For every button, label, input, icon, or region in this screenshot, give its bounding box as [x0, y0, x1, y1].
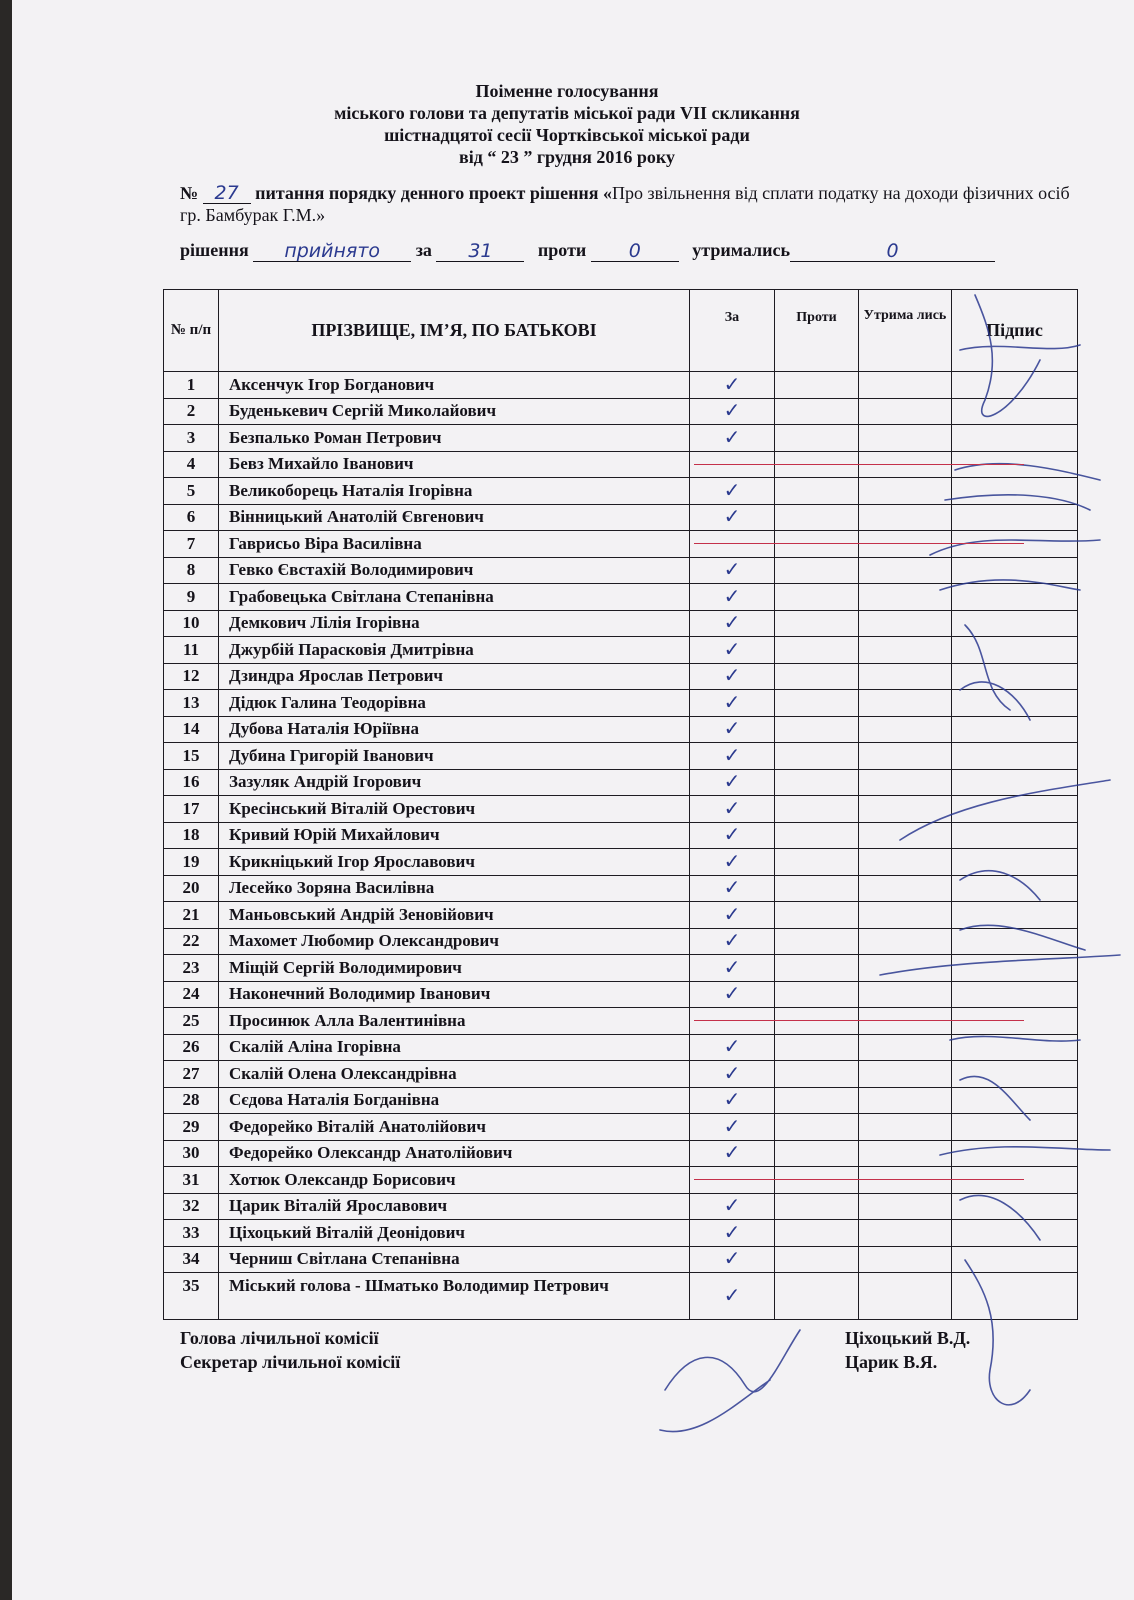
row-vote-for — [690, 1167, 775, 1194]
decision-value: прийнято — [284, 240, 381, 262]
row-vote-against — [775, 875, 859, 902]
row-number: 5 — [164, 478, 219, 505]
checkmark-icon: ✓ — [723, 583, 741, 608]
row-number: 4 — [164, 451, 219, 478]
row-vote-against — [775, 478, 859, 505]
row-vote-abstain — [859, 1193, 952, 1220]
row-number: 32 — [164, 1193, 219, 1220]
table-row — [164, 822, 1078, 849]
table-row — [164, 1114, 1078, 1141]
row-name: Наконечний Володимир Іванович — [219, 981, 690, 1008]
table-row — [164, 1220, 1078, 1247]
checkmark-icon: ✓ — [723, 795, 741, 820]
row-vote-against — [775, 425, 859, 452]
row-vote-for — [690, 663, 775, 690]
row-vote-against — [775, 663, 859, 690]
row-vote-against — [775, 1193, 859, 1220]
row-name: Кресінський Віталій Орестович — [219, 796, 690, 823]
row-number: 28 — [164, 1087, 219, 1114]
row-vote-against — [775, 928, 859, 955]
checkmark-icon: ✓ — [723, 636, 741, 661]
row-vote-abstain — [859, 398, 952, 425]
table-row — [164, 1140, 1078, 1167]
row-vote-abstain — [859, 743, 952, 770]
row-signature — [952, 1246, 1078, 1273]
row-name: Бевз Михайло Іванович — [219, 451, 690, 478]
row-name: Просинюк Алла Валентинівна — [219, 1008, 690, 1035]
checkmark-icon: ✓ — [723, 1246, 741, 1271]
table-row — [164, 584, 1078, 611]
row-vote-abstain — [859, 584, 952, 611]
table-row — [164, 716, 1078, 743]
checkmark-icon: ✓ — [723, 371, 741, 396]
row-name: Царик Віталій Ярославович — [219, 1193, 690, 1220]
row-vote-for — [690, 610, 775, 637]
row-vote-against — [775, 1034, 859, 1061]
checkmark-icon: ✓ — [723, 1060, 741, 1085]
row-number: 29 — [164, 1114, 219, 1141]
row-name: Вінницький Анатолій Євгенович — [219, 504, 690, 531]
decision-line — [180, 238, 1080, 262]
table-row — [164, 1167, 1078, 1194]
agenda-num-prefix: № — [180, 183, 199, 203]
row-signature — [952, 743, 1078, 770]
row-vote-for — [690, 1220, 775, 1247]
checkmark-icon: ✓ — [723, 424, 741, 449]
row-vote-abstain — [859, 1087, 952, 1114]
checkmark-icon: ✓ — [723, 1113, 741, 1138]
row-vote-against — [775, 1273, 859, 1320]
checkmark-icon: ✓ — [723, 689, 741, 714]
row-name: Міський голова - Шматько Володимир Петрович — [219, 1273, 690, 1320]
row-number: 8 — [164, 557, 219, 584]
row-vote-for — [690, 1061, 775, 1088]
row-vote-abstain — [859, 1114, 952, 1141]
row-name: Федорейко Віталій Анатолійович — [219, 1114, 690, 1141]
row-vote-for — [690, 875, 775, 902]
against-count: 0 — [628, 240, 641, 262]
row-vote-against — [775, 743, 859, 770]
row-vote-abstain — [859, 849, 952, 876]
row-number: 11 — [164, 637, 219, 664]
checkmark-icon: ✓ — [723, 928, 741, 953]
row-signature — [952, 1061, 1078, 1088]
row-signature — [952, 557, 1078, 584]
checkmark-icon: ✓ — [723, 557, 741, 582]
row-name: Грабовецька Світлана Степанівна — [219, 584, 690, 611]
checkmark-icon: ✓ — [723, 875, 741, 900]
row-signature — [952, 875, 1078, 902]
row-vote-for — [690, 372, 775, 399]
table-row — [164, 928, 1078, 955]
table-header-row — [164, 290, 1078, 372]
row-number: 23 — [164, 955, 219, 982]
header-subtitle: міського голови та депутатів міської ради VII скликання — [334, 103, 800, 123]
row-vote-abstain — [859, 902, 952, 929]
row-name: Кривий Юрій Михайлович — [219, 822, 690, 849]
row-vote-abstain — [859, 478, 952, 505]
row-number: 2 — [164, 398, 219, 425]
row-vote-against — [775, 610, 859, 637]
row-number: 18 — [164, 822, 219, 849]
row-signature — [952, 478, 1078, 505]
row-vote-for — [690, 743, 775, 770]
table-row — [164, 372, 1078, 399]
row-number: 30 — [164, 1140, 219, 1167]
row-vote-against — [775, 1114, 859, 1141]
row-name: Зазуляк Андрій Ігорович — [219, 769, 690, 796]
row-vote-for — [690, 1273, 775, 1320]
row-signature — [952, 504, 1078, 531]
row-vote-for — [690, 716, 775, 743]
row-number: 9 — [164, 584, 219, 611]
row-number: 26 — [164, 1034, 219, 1061]
table-row — [164, 849, 1078, 876]
table-row — [164, 902, 1078, 929]
agenda-text: Про звільнення від сплати податку на доходи фізичних осіб гр. Бамбурак Г.М.» — [180, 183, 1070, 225]
row-vote-abstain — [859, 928, 952, 955]
checkmark-icon: ✓ — [723, 663, 741, 688]
checkmark-icon: ✓ — [723, 981, 741, 1006]
row-signature — [952, 981, 1078, 1008]
row-name: Лесейко Зоряна Василівна — [219, 875, 690, 902]
table-row — [164, 557, 1078, 584]
table-row — [164, 1246, 1078, 1273]
row-signature — [952, 637, 1078, 664]
row-number: 14 — [164, 716, 219, 743]
row-vote-against — [775, 1140, 859, 1167]
row-name: Демкович Лілія Ігорівна — [219, 610, 690, 637]
row-signature — [952, 902, 1078, 929]
row-vote-for — [690, 584, 775, 611]
row-vote-for — [690, 769, 775, 796]
row-vote-abstain — [859, 1246, 952, 1273]
row-signature — [952, 955, 1078, 982]
row-name: Міщій Сергій Володимирович — [219, 955, 690, 982]
row-number: 21 — [164, 902, 219, 929]
row-name: Дідюк Галина Теодорівна — [219, 690, 690, 717]
row-vote-for — [690, 902, 775, 929]
row-vote-abstain — [859, 1140, 952, 1167]
row-vote-for — [690, 531, 775, 558]
row-number: 31 — [164, 1167, 219, 1194]
row-signature — [952, 663, 1078, 690]
row-number: 17 — [164, 796, 219, 823]
table-row — [164, 478, 1078, 505]
row-name: Федорейко Олександр Анатолійович — [219, 1140, 690, 1167]
row-number: 20 — [164, 875, 219, 902]
document-header — [0, 80, 1134, 168]
table-row — [164, 1034, 1078, 1061]
row-vote-against — [775, 849, 859, 876]
chair-name: Ціхоцький В.Д. — [845, 1328, 971, 1348]
row-vote-against — [775, 584, 859, 611]
against-label: проти — [537, 240, 587, 260]
checkmark-icon: ✓ — [723, 1140, 741, 1165]
row-signature — [952, 1140, 1078, 1167]
row-vote-abstain — [859, 1273, 952, 1320]
row-signature — [952, 716, 1078, 743]
row-vote-against — [775, 557, 859, 584]
row-number: 3 — [164, 425, 219, 452]
table-row — [164, 769, 1078, 796]
row-vote-abstain — [859, 557, 952, 584]
row-vote-against — [775, 822, 859, 849]
row-name: Крикніцький Ігор Ярославович — [219, 849, 690, 876]
row-name: Сєдова Наталія Богданівна — [219, 1087, 690, 1114]
row-vote-abstain — [859, 875, 952, 902]
row-name: Джурбій Парасковія Дмитрівна — [219, 637, 690, 664]
row-vote-abstain — [859, 663, 952, 690]
table-row — [164, 610, 1078, 637]
row-signature — [952, 1220, 1078, 1247]
checkmark-icon: ✓ — [723, 848, 741, 873]
col-header-abstain: Утрима лись — [859, 290, 952, 372]
row-number: 15 — [164, 743, 219, 770]
row-vote-for — [690, 398, 775, 425]
table-row — [164, 796, 1078, 823]
table-row — [164, 690, 1078, 717]
checkmark-icon: ✓ — [723, 822, 741, 847]
row-vote-abstain — [859, 716, 952, 743]
header-title: Поіменне голосування — [475, 81, 659, 101]
row-number: 7 — [164, 531, 219, 558]
abstain-count: 0 — [886, 240, 899, 262]
row-vote-abstain — [859, 955, 952, 982]
secretary-name: Царик В.Я. — [845, 1352, 938, 1372]
row-number: 6 — [164, 504, 219, 531]
table-row — [164, 425, 1078, 452]
row-vote-for — [690, 504, 775, 531]
table-row — [164, 663, 1078, 690]
row-vote-for — [690, 1034, 775, 1061]
row-vote-for — [690, 690, 775, 717]
row-number: 35 — [164, 1273, 219, 1320]
chair-role: Голова лічильної комісії — [180, 1328, 379, 1348]
table-row — [164, 1193, 1078, 1220]
row-signature — [952, 769, 1078, 796]
row-vote-for — [690, 981, 775, 1008]
row-name: Дзиндра Ярослав Петрович — [219, 663, 690, 690]
checkmark-icon: ✓ — [723, 716, 741, 741]
vote-rows — [164, 372, 1078, 1320]
row-vote-against — [775, 1246, 859, 1273]
row-vote-against — [775, 981, 859, 1008]
row-number: 10 — [164, 610, 219, 637]
row-signature — [952, 372, 1078, 399]
row-signature — [952, 1273, 1078, 1320]
checkmark-icon: ✓ — [723, 504, 741, 529]
row-name: Буденькевич Сергій Миколайович — [219, 398, 690, 425]
row-vote-for — [690, 796, 775, 823]
row-vote-abstain — [859, 610, 952, 637]
row-name: Хотюк Олександр Борисович — [219, 1167, 690, 1194]
agenda-item — [180, 182, 1080, 226]
checkmark-icon: ✓ — [723, 610, 741, 635]
row-name: Скалій Аліна Ігорівна — [219, 1034, 690, 1061]
row-signature — [952, 398, 1078, 425]
row-vote-against — [775, 504, 859, 531]
table-row — [164, 1273, 1078, 1320]
row-number: 13 — [164, 690, 219, 717]
row-name: Дубова Наталія Юріївна — [219, 716, 690, 743]
row-vote-for — [690, 1140, 775, 1167]
table-row — [164, 1061, 1078, 1088]
row-number: 33 — [164, 1220, 219, 1247]
row-vote-for — [690, 478, 775, 505]
row-signature — [952, 928, 1078, 955]
row-number: 22 — [164, 928, 219, 955]
agenda-text-bold: питання порядку денного проект рішення « — [255, 183, 613, 203]
row-vote-abstain — [859, 1061, 952, 1088]
row-vote-for — [690, 955, 775, 982]
col-header-signature: Підпис — [952, 290, 1078, 372]
row-name: Ціхоцький Віталій Деонідович — [219, 1220, 690, 1247]
row-signature — [952, 584, 1078, 611]
checkmark-icon: ✓ — [723, 742, 741, 767]
row-signature — [952, 1087, 1078, 1114]
row-vote-abstain — [859, 981, 952, 1008]
row-vote-against — [775, 716, 859, 743]
vote-table — [163, 289, 1078, 1320]
row-number: 25 — [164, 1008, 219, 1035]
row-vote-against — [775, 1087, 859, 1114]
for-label: за — [415, 240, 432, 260]
checkmark-icon: ✓ — [723, 1193, 741, 1218]
row-vote-for — [690, 1246, 775, 1273]
row-name: Черниш Світлана Степанівна — [219, 1246, 690, 1273]
table-row — [164, 875, 1078, 902]
row-vote-for — [690, 849, 775, 876]
row-vote-abstain — [859, 769, 952, 796]
checkmark-icon: ✓ — [723, 477, 741, 502]
row-vote-for — [690, 1008, 775, 1035]
row-vote-abstain — [859, 1220, 952, 1247]
table-row — [164, 398, 1078, 425]
row-signature — [952, 1114, 1078, 1141]
row-vote-against — [775, 955, 859, 982]
row-vote-for — [690, 822, 775, 849]
row-vote-abstain — [859, 425, 952, 452]
row-name: Гевко Євстахій Володимирович — [219, 557, 690, 584]
row-signature — [952, 610, 1078, 637]
agenda-number: 27 — [214, 182, 239, 204]
row-number: 34 — [164, 1246, 219, 1273]
col-header-against: Проти — [775, 290, 859, 372]
row-vote-for — [690, 451, 775, 478]
row-name: Великоборець Наталія Ігорівна — [219, 478, 690, 505]
row-vote-against — [775, 902, 859, 929]
row-vote-for — [690, 1193, 775, 1220]
row-vote-abstain — [859, 637, 952, 664]
row-signature — [952, 690, 1078, 717]
row-number: 1 — [164, 372, 219, 399]
col-header-for: За — [690, 290, 775, 372]
row-vote-against — [775, 1220, 859, 1247]
table-row — [164, 504, 1078, 531]
row-name: Дубина Григорій Іванович — [219, 743, 690, 770]
row-vote-for — [690, 557, 775, 584]
signature-mark — [660, 1330, 800, 1432]
checkmark-icon: ✓ — [723, 901, 741, 926]
row-vote-against — [775, 372, 859, 399]
header-session: шістнадцятої сесії Чортківської міської ради — [384, 125, 750, 145]
row-vote-against — [775, 690, 859, 717]
row-vote-for — [690, 425, 775, 452]
row-name: Безпалько Роман Петрович — [219, 425, 690, 452]
row-name: Гаврисьо Віра Василівна — [219, 531, 690, 558]
checkmark-icon: ✓ — [723, 1087, 741, 1112]
for-count: 31 — [468, 240, 493, 262]
checkmark-icon: ✓ — [723, 1283, 741, 1307]
table-row — [164, 955, 1078, 982]
row-vote-abstain — [859, 822, 952, 849]
row-number: 24 — [164, 981, 219, 1008]
table-row — [164, 743, 1078, 770]
row-name: Скалій Олена Олександрівна — [219, 1061, 690, 1088]
col-header-num: № п/п — [164, 290, 219, 372]
col-header-name: ПРІЗВИЩЕ, ІМ’Я, ПО БАТЬКОВІ — [219, 290, 690, 372]
row-number: 12 — [164, 663, 219, 690]
row-number: 19 — [164, 849, 219, 876]
row-vote-abstain — [859, 504, 952, 531]
row-name: Аксенчук Ігор Богданович — [219, 372, 690, 399]
row-vote-for — [690, 1087, 775, 1114]
checkmark-icon: ✓ — [723, 954, 741, 979]
row-signature — [952, 822, 1078, 849]
table-row — [164, 981, 1078, 1008]
row-vote-for — [690, 637, 775, 664]
row-signature — [952, 796, 1078, 823]
row-vote-abstain — [859, 690, 952, 717]
table-row — [164, 1008, 1078, 1035]
row-vote-for — [690, 1114, 775, 1141]
checkmark-icon: ✓ — [723, 769, 741, 794]
header-date: від “ 23 ” грудня 2016 року — [459, 147, 675, 167]
row-vote-against — [775, 796, 859, 823]
checkmark-icon: ✓ — [723, 1219, 741, 1244]
checkmark-icon: ✓ — [723, 1034, 741, 1059]
row-signature — [952, 425, 1078, 452]
scan-left-edge — [0, 0, 12, 1600]
row-vote-against — [775, 1061, 859, 1088]
abstain-label: утримались — [692, 240, 790, 260]
table-row — [164, 637, 1078, 664]
row-vote-abstain — [859, 372, 952, 399]
secretary-role: Секретар лічильної комісії — [180, 1352, 401, 1372]
row-signature — [952, 849, 1078, 876]
row-signature — [952, 1193, 1078, 1220]
table-row — [164, 1087, 1078, 1114]
checkmark-icon: ✓ — [723, 398, 741, 423]
row-name: Маньовський Андрій Зеновійович — [219, 902, 690, 929]
row-vote-against — [775, 769, 859, 796]
row-vote-abstain — [859, 1034, 952, 1061]
decision-label: рішення — [180, 240, 249, 260]
row-number: 27 — [164, 1061, 219, 1088]
row-name: Махомет Любомир Олександрович — [219, 928, 690, 955]
table-row — [164, 531, 1078, 558]
row-vote-against — [775, 398, 859, 425]
row-number: 16 — [164, 769, 219, 796]
row-vote-abstain — [859, 796, 952, 823]
table-row — [164, 451, 1078, 478]
row-vote-against — [775, 637, 859, 664]
row-signature — [952, 1034, 1078, 1061]
row-vote-for — [690, 928, 775, 955]
